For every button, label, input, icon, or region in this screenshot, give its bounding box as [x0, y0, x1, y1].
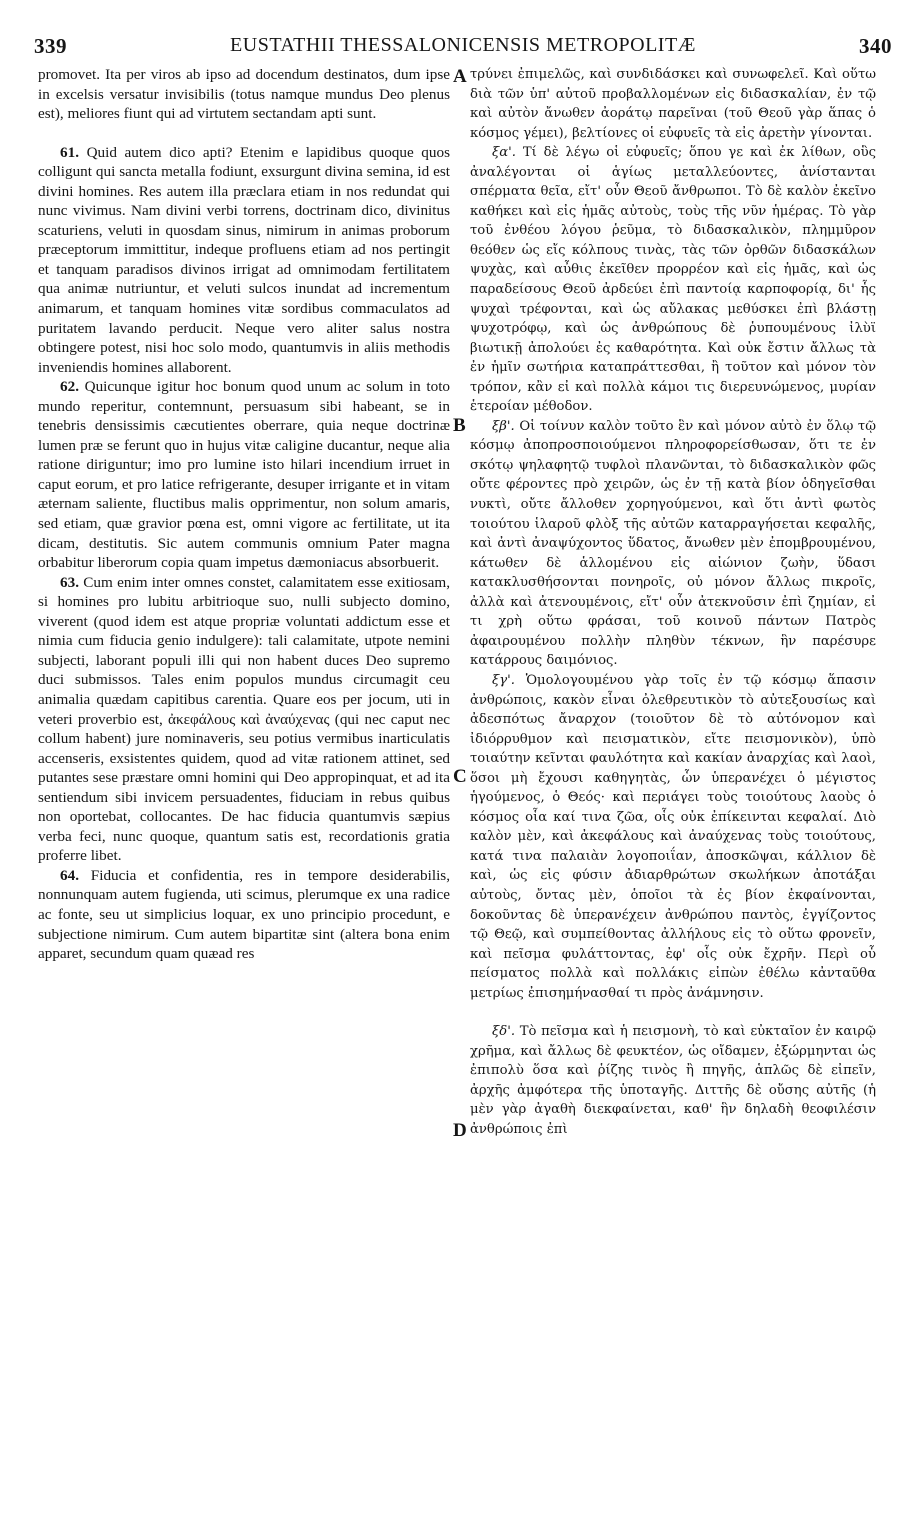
paragraph-number: 61.: [60, 143, 79, 161]
latin-paragraph-62: [38, 377, 450, 572]
paragraph-number: 62.: [60, 378, 79, 396]
margin-marker-b: B: [453, 415, 466, 436]
margin-marker-c: C: [453, 766, 467, 787]
page-number-left: 339: [34, 34, 67, 58]
paragraph-text: Ὁμολογουμένου γὰρ τοῖς ἐν τῷ κόσμῳ ἅπασιν ἀνθρώποις, κακὸν εἶναι ὀλεθρευτικὸν τὸ αὐτεξουσίως καὶ ἀδεσπότως ἄναρχον (τοιοῦτον δὲ τὸ αὐτόνομον καὶ ἰδιόρρυθμον καὶ πεισματικὸν, εἴτε πεισμονικὸν), ὑπὸ τοιαύτην κεῖνται φαυλότητα καὶ κακίαν ἀναρχίας καὶ λαοὶ, ὅσοι μὴ ἔχουσι καθηγητὰς, ὧν ὑπερανέχει ὁ μέγιστος ἡγούμενος, ὁ Θεός· καὶ περιάγει τοὺς τοιούτους λαοὺς ὁ κόσμος οἷα καί τινα ζῶα, οἷς οὐκ ἐπίκεινται κεφαλαί. Διὸ καλὸν μὲν, καὶ ἀκεφάλους καὶ ἀναύχενας τοὺς τοιούτους, κατά τινα παλαιὰν λογοποιΐαν, ἀποσκῶψαι, κάλλιον δὲ καὶ, ὡς εἰς φύσιν ἀδιαρθρώτων σκωλήκων ἀποτάξαι αὐτοὺς, ὄντας μὲν, ὁποῖοι τὰ ἐς βίον ἐκφαίνονται, δοκοῦντας δὲ ὑπερανέχειν ἀνθρώπου παντὸς, ἐγγίζοντος τῷ Θεῷ, καὶ συμπείθοντας ἀλλήλους εἰς τὸ οὕτω φρονεῖν, καὶ πεῖσμα φυλάττοντας, ἐφ' οἷς οὐκ ἔχρῆν. Περὶ οὗ πείσματος πολλὰ καὶ πολλάκις εἰπὼν ἐθέλω κἀνταῦθα μετρίως ἐπισημήνασθαί τι πρὸς ἀνάμνησιν.: [470, 672, 876, 1001]
paragraph-text: Quicunque igitur hoc bonum quod unum ac solum in toto mundo reperitur, contemnunt, persuasum sibi habeant, se in tenebris densissimis cæcutientes oberrare, quia neque doctrinæ lumen præ se ferunt quo in hujus vitæ caligine ducantur, neque alia ratione diriguntur; imo pro lumine isto hilari incendium irruet in caput eorum, et pro latice refrigerante, desuper irrigante et in vitam æternam saliente, fluctibus malis opprimentur, non solum amaris, sed etiam, quæ gravior pœna est, omni vigore ac fertilitate, ut ita dicam, destitutis. Sic autem communis omnium Pater magna orbabitur liberorum copia quam impetus dæmoniacus absorbuerit.: [38, 378, 451, 572]
paragraph-number: 64.: [60, 866, 79, 884]
latin-intro-paragraph: promovet. Ita per viros ab ipso ad docendum destinatos, dum ipse in excelsis versatur invisibilis (totus namque mundus Deo plenus est), meliores fiunt qui ad virtutem sectandam apti sunt.: [38, 66, 450, 123]
page-header: [34, 34, 892, 60]
paragraph-text: Οἱ τοίνυν καλὸν τοῦτο ἓν καὶ μόνον αὐτὸ ἐν ὅλῳ τῷ κόσμῳ ἀποπροσποιούμενοι πληροφορείσθωσαν, ὅτι τε ἐν σκότῳ ψηλαφητῷ τυφλοὶ πλανῶνται, τὸ διδασκαλικὸν φῶς οὔτε φέροντες πρὸ χειρῶν, ὡς ἐν τῇ κατὰ βίον ὁδηγεῖσθαι νυκτὶ, οὔτε ἄλλοθεν χορηγούμενοι, καὶ ὅτι ἀντὶ φωτὸς τοιούτου ἱλαροῦ φλὸξ τῆς αὐτῶν καταρραγήσεται κεφαλῆς, καὶ ἀντὶ ἀναψύχοντος ὕδατος, ἄνωθεν μὲν ἐπομβρουμένου, κάτωθεν δὲ ἁλλομένου εἰς αἰώνιον ζωὴν, ὕδασι κατακλυσθήσονται πονηροῖς, οὐ μόνον ἄλλως πικροῖς, ἀλλὰ καὶ ἀτενουμένοις, εἴτ' οὖν ἀτεκνοῦσιν ἐπὶ ζημίαν, εἰ τι χρὴ οὕτω φράσαι, τοῦ κοινοῦ πάντων Πατρὸς ἀφαιρουμένου πολλὴν πληθὺν τέκνων, ἣν παρέσυρε κατάρρους δαιμόνιος.: [470, 418, 876, 669]
latin-paragraph-63: [38, 573, 450, 866]
latin-column: [38, 65, 450, 964]
greek-column: [470, 65, 876, 1140]
paragraph-number: ξγ'.: [492, 672, 515, 688]
greek-paragraph-63: [470, 671, 876, 1003]
margin-marker-d: D: [453, 1120, 467, 1141]
paragraph-text: Τί δὲ λέγω οἱ εὐφυεῖς; ὅπου γε καὶ ἐκ λίθων, οὓς ἀναλέγονται οἱ ἁγίως μεταλλεύοντες, ἀνίστανται σπέρματα θεῖα, εἴτ' οὖν Θεοῦ ἄνθρωποι. Τὸ δὲ καλὸν ἐκεῖνο καθήκει καὶ εἰς ἡμᾶς αὐτοὺς, τοὺς τῆς νῦν ἡμέρας. Τὸ γὰρ τοῦ ἐνθέου λόγου ῥεῦμα, τὸ διδασκαλικὸν, πλημμῦρον θεόθεν ὡς εἴς κόλπους τινὰς, τὰς τῶν ὀρθῶν διδασκάλων ψυχὰς, καὶ αὖθις ἐκεῖθεν προρρέον καὶ εἰς ἡμᾶς, καὶ ὡς παραδείσους Θεοῦ ἀρδεύει ἐπὶ παντοίᾳ καρποφορίᾳ, δι' ἧς ψυχαὶ τρέφονται, καὶ ὡς αὔλακας μεθύσκει ἐπὶ βλάστῃ ψυχοτρόφῳ, καὶ ὡς ἀνθρώπους δὲ ῥυπουμένους ἰλὺϊ βιωτικῇ ἀπολούει ἐς καθαρότητα. Καὶ οὐκ ἔστιν ἄλλως τὰ ἐν ἡμῖν σωτήρια καταπράττεσθαι, ἢ τοῦτον καὶ μόνον τὸν τρόπον, κἂν εἰ καὶ πολλὰ κάμοι τις διερευνώμενος, μυρίαν ἑτεροίαν μέθοδον.: [470, 145, 876, 415]
paragraph-text: Τὸ πεῖσμα καὶ ἡ πεισμονὴ, τὸ καὶ εὐκταῖον ἐν καιρῷ χρῆμα, καὶ ἄλλως δὲ φευκτέον, ὡς οἴδαμεν, ἐξώρμηνται ὡς ἐπιπολὺ ὅσα καὶ ῥίζης τινὸς ἢ πηγῆς, ἁπλῶς δὲ εἰπεῖν, ἀρχῆς ἀμφότερα τῆς ὑποταγῆς. Διττῆς δὲ οὔσης αὐτῆς (ἡ μὲν γὰρ ἀγαθὴ διεκφαίνεται, καθ' ἣν δηλαδὴ θεοφιλέσιν ἀνθρώποις ἐπὶ: [470, 1024, 876, 1137]
paragraph-number: ξδ'.: [492, 1024, 516, 1040]
paragraph-number: ξβ'.: [492, 418, 515, 434]
margin-marker-a: A: [453, 66, 467, 87]
greek-paragraph-61: [470, 143, 876, 417]
greek-intro-paragraph: τρύνει ἐπιμελῶς, καὶ συνδιδάσκει καὶ συνωφελεῖ. Καὶ οὕτω διὰ τῶν ὑπ' αὐτοῦ προβαλλομένων εἰς διδασκαλίαν, ἐν τῷ καὶ αὐτὸν ἄνωθεν ἀοράτῳ παρεῖναι (τοῦ Θεοῦ γὰρ ἅπας ὁ κόσμος γέμει), βελτίονες οἱ εὐφυεῖς τὰ εἰς ἀρετὴν γίνονται.: [470, 67, 876, 141]
greek-paragraph-64: [470, 1022, 876, 1139]
paragraph-text: Quid autem dico apti? Etenim e lapidibus quoque quos colligunt qui sancta metalla fodiunt, exsurgunt divina semina, id est divini homines. Res autem illa præclara etiam in nos redundat qui nunc vivimus. Nam divini verbi torrens, doctrinam dico, divinitus scaturiens, veluti in quosdam sinus, nimirum in animas proborum præceptorum immittitur, indeque profluens etiam ad nos pertingit et tanquam paradisos divinos irrigat ad omnimodam fertilitatem qua animæ nutriuntur, et veluti sulcos inundat ad incrementum animarum, et tanquam homines vitæ sordibus commaculatos ad puritatem lavando perducit. Neque vero aliter salus nostra obtingere potest, nisi hoc solo modo, quantumvis in aliis methodis inveniendis homines allaborent.: [38, 143, 450, 376]
page-number-right: 340: [859, 34, 892, 58]
running-title: EUSTATHII THESSALONICENSIS METROPOLITÆ: [230, 34, 696, 56]
paragraph-number: ξα'.: [492, 145, 516, 161]
latin-paragraph-64: [38, 866, 450, 964]
greek-paragraph-62: [470, 417, 876, 671]
paragraph-text: Cum enim inter omnes constet, calamitatem esse exitiosam, si homines pro lubitu arbitrioque suo, nulli subjecto domino, viverent (quod idem est atque propriæ voluntati addictum esse et nimia cum fiducia genio indulgere): tali calamitate, utpote nemini subjecti, laborant populi illi qui non habent duces Deo supremo duci submissos. Tales enim populos mundus circumagit ceu animalia quædam capitibus carentia. Quare eos per jocum, uti in veteri proverbio est, ἀκεφάλους καὶ ἀναύχενας (qui nec caput nec collum habent) jure nominaveris, seu potius vermibus inarticulatis accenseris, exsistentes quidem, quod ad vitæ rationem attinet, sed putantes sese præstare omni homini qui Deo appropinquat, et ad ita sentiendum sibi invicem persuadentes, fiduciam in rebus quibus non oportebat, collocantes. De hac fiducia quantumvis sæpius verba feci, nunc quoque, quantum satis est, recordationis gratia proferre libet.: [38, 573, 450, 865]
paragraph-text: Fiducia et confidentia, res in tempore desiderabilis, nonnunquam autem fugienda, uti scimus, plerumque ex una radice ac fonte, seu ut simplicius loquar, ex uno principio procedunt, e subjectione nimirum. Cum autem bipartitæ sint (altera bona enim apparet, secundum quam quæad res: [38, 866, 451, 963]
paragraph-number: 63.: [60, 573, 79, 591]
latin-paragraph-61: [38, 143, 450, 378]
